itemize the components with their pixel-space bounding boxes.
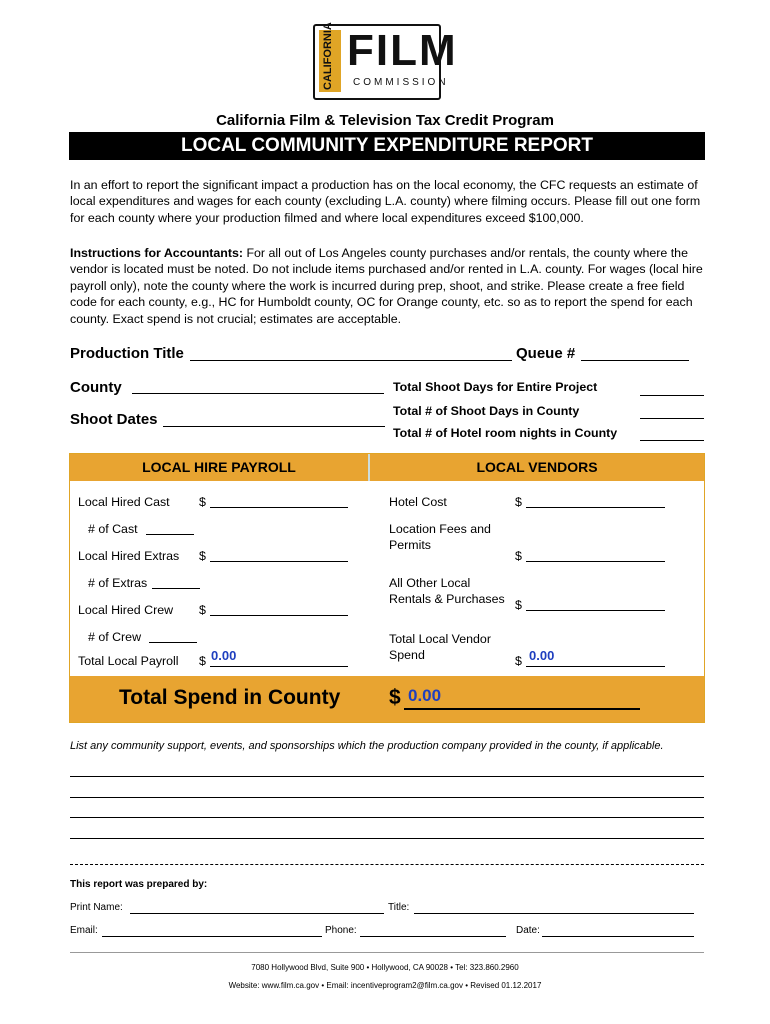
- footer-address: 7080 Hollywood Blvd, Suite 900 • Hollywood, CA 90028 • Tel: 323.860.2960: [251, 963, 519, 972]
- title-field[interactable]: [414, 913, 694, 914]
- location-fees-currency: $: [515, 549, 522, 563]
- total-spend-currency: $: [389, 686, 401, 709]
- total-vendor-line: [526, 666, 665, 667]
- footer-website: Website: www.film.ca.gov • Email: incentiveprogram2@film.ca.gov • Revised 01.12.2017: [228, 981, 542, 990]
- date-field[interactable]: [542, 936, 694, 937]
- phone-field[interactable]: [360, 936, 506, 937]
- other-rentals-label-2: Rentals & Purchases: [389, 592, 505, 606]
- hired-extras-field[interactable]: [210, 561, 348, 562]
- hotel-cost-currency: $: [515, 495, 522, 509]
- hotel-cost-field[interactable]: [526, 507, 665, 508]
- total-payroll-value: 0.00: [211, 648, 237, 663]
- hired-crew-label: Local Hired Crew: [78, 603, 174, 617]
- hotel-nights-field[interactable]: [640, 440, 704, 441]
- phone-label: Phone:: [325, 925, 357, 936]
- location-fees-field[interactable]: [526, 561, 665, 562]
- report-title: LOCAL COMMUNITY EXPENDITURE REPORT: [69, 132, 705, 160]
- total-vendor-label-2: Spend: [389, 648, 425, 662]
- footer-divider: [70, 952, 704, 953]
- hired-crew-field[interactable]: [210, 615, 348, 616]
- total-vendor-value: 0.00: [529, 648, 555, 663]
- cut-line: [70, 864, 704, 865]
- total-payroll-line: [210, 666, 348, 667]
- num-extras-label: # of Extras: [88, 576, 148, 590]
- queue-field[interactable]: [581, 360, 689, 361]
- intro-paragraph: In an effort to report the significant impact a production has on the local economy, the CFC requests an estimate of local expenditures and wages for each county (excluding L.A. county) where filming occurs. Please fill out one form for each county where your production filmed and where local expenditures exceed $100,000.: [70, 178, 701, 225]
- total-payroll-currency: $: [199, 654, 206, 668]
- total-shoot-days-field[interactable]: [640, 395, 704, 396]
- location-fees-label-2: Permits: [389, 538, 431, 552]
- other-rentals-field[interactable]: [526, 610, 665, 611]
- shoot-dates-label: Shoot Dates: [70, 411, 158, 428]
- logo-film-text: FILM: [347, 26, 458, 75]
- email-label: Email:: [70, 925, 98, 936]
- total-spend-line: [404, 708, 640, 710]
- logo-commission-text: COMMISSION: [353, 77, 449, 88]
- hotel-nights-label: Total # of Hotel room nights in County: [393, 426, 618, 440]
- email-field[interactable]: [102, 936, 322, 937]
- community-line-1[interactable]: [70, 776, 704, 777]
- vendors-header: LOCAL VENDORS: [370, 454, 704, 481]
- community-line-4[interactable]: [70, 838, 704, 839]
- total-vendor-currency: $: [515, 654, 522, 668]
- program-title: California Film & Television Tax Credit Program: [216, 112, 554, 129]
- instructions-label: Instructions for Accountants:: [70, 246, 244, 260]
- total-spend-label: Total Spend in County: [119, 686, 341, 709]
- num-cast-label: # of Cast: [88, 522, 138, 536]
- instructions-paragraph: [70, 245, 710, 327]
- hired-extras-currency: $: [199, 549, 206, 563]
- total-spend-value: 0.00: [408, 686, 442, 705]
- shoot-days-county-label: Total # of Shoot Days in County: [393, 404, 580, 418]
- logo-vertical-text: CALIFORNIA: [322, 22, 334, 90]
- location-fees-label-1: Location Fees and: [389, 522, 491, 536]
- num-crew-field[interactable]: [149, 642, 197, 643]
- print-name-field[interactable]: [130, 913, 384, 914]
- other-rentals-currency: $: [515, 598, 522, 612]
- hired-cast-field[interactable]: [210, 507, 348, 508]
- date-label: Date:: [516, 925, 540, 936]
- total-payroll-label: Total Local Payroll: [78, 654, 179, 668]
- num-extras-field[interactable]: [152, 588, 200, 589]
- hired-cast-label: Local Hired Cast: [78, 495, 170, 509]
- other-rentals-label-1: All Other Local: [389, 576, 471, 590]
- prepared-heading: This report was prepared by:: [70, 879, 208, 890]
- hired-crew-currency: $: [199, 603, 206, 617]
- num-cast-field[interactable]: [146, 534, 194, 535]
- shoot-dates-field[interactable]: [163, 426, 385, 427]
- hired-extras-label: Local Hired Extras: [78, 549, 180, 563]
- shoot-days-county-field[interactable]: [640, 418, 704, 419]
- hired-cast-currency: $: [199, 495, 206, 509]
- county-field[interactable]: [132, 393, 384, 394]
- print-name-label: Print Name:: [70, 902, 123, 913]
- title-label: Title:: [388, 902, 410, 913]
- num-crew-label: # of Crew: [88, 630, 142, 644]
- county-label: County: [70, 379, 122, 396]
- community-prompt: List any community support, events, and sponsorships which the production company provided in the county, if applicable.: [70, 740, 664, 752]
- instructions-text: For all out of Los Angeles county purchases and/or rentals, the county where the vendor is located must be noted. Do not include items purchased and/or rented in L.A. county. For wages (local hire payroll only), note the county where the work is incurred during prep, shoot, and strike. Please create a free field code for each county, e.g., HC for Humboldt county, OC for Orange county, etc. so as to report the spend for each county. Exact spend is not crucial; estimates are acceptable.: [70, 246, 703, 326]
- production-title-label: Production Title: [70, 345, 184, 362]
- community-line-3[interactable]: [70, 817, 704, 818]
- total-shoot-days-label: Total Shoot Days for Entire Project: [393, 380, 598, 394]
- community-line-2[interactable]: [70, 797, 704, 798]
- total-vendor-label-1: Total Local Vendor: [389, 632, 491, 646]
- california-film-commission-logo: [313, 22, 458, 100]
- queue-label: Queue #: [516, 345, 576, 362]
- hotel-cost-label: Hotel Cost: [389, 495, 447, 509]
- payroll-header: LOCAL HIRE PAYROLL: [70, 454, 368, 481]
- production-title-field[interactable]: [190, 360, 512, 361]
